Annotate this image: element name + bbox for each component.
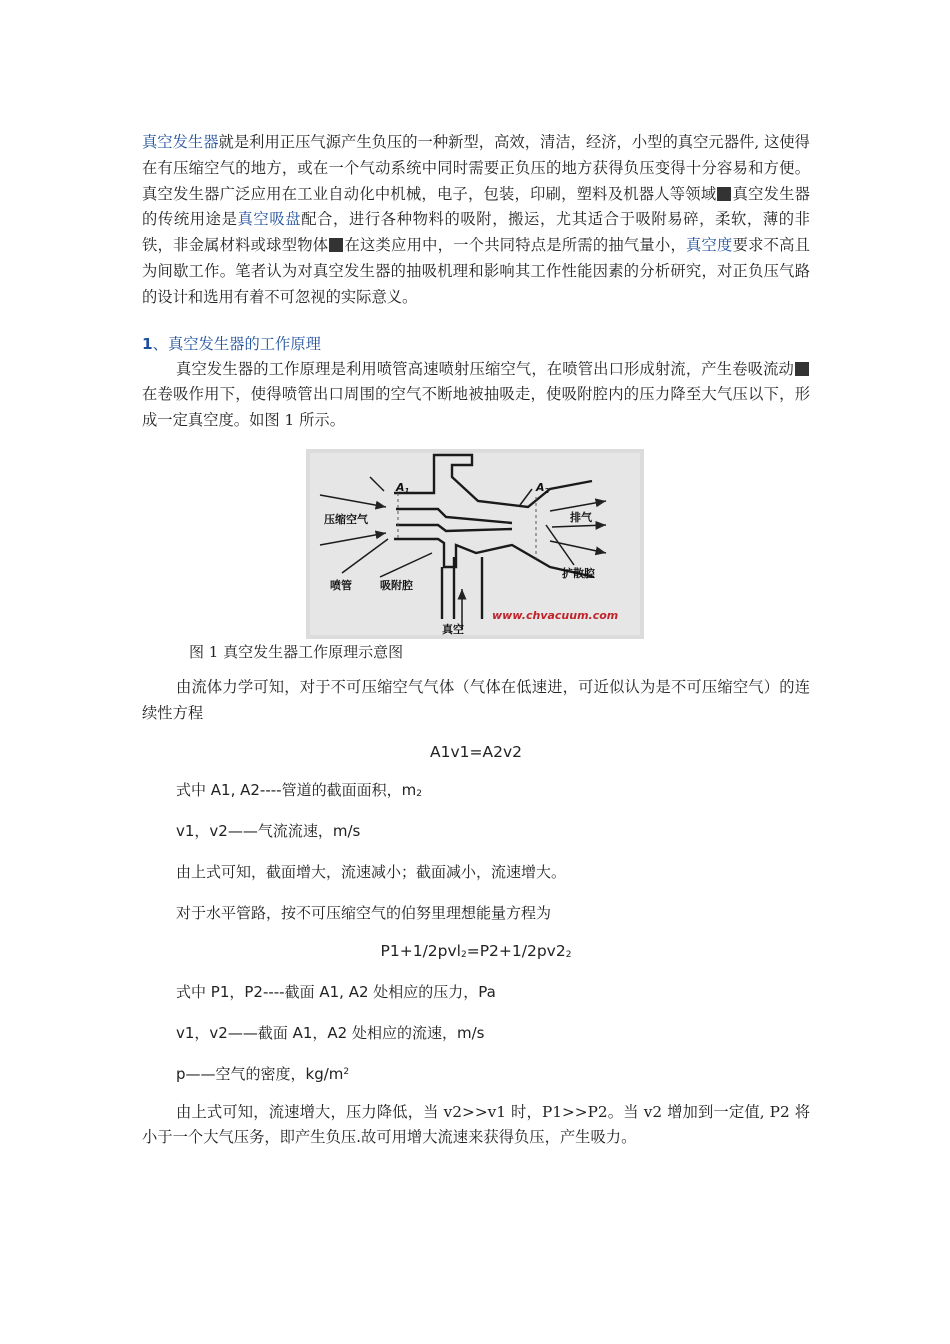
- label-diffuser: 扩散腔: [562, 566, 595, 580]
- label-vacuum: 真空: [442, 622, 464, 636]
- intro-text-4: 在这类应用中，一个共同特点是所需的抽气量小，: [344, 236, 686, 255]
- label-a2: A2: [536, 480, 550, 495]
- definition-area-text: 式中 A1, A2----管道的截面面积，m: [176, 780, 417, 799]
- continuity-equation: A1v1=A2v2: [430, 742, 522, 761]
- section-title: 、真空发生器的工作原理: [152, 334, 321, 353]
- definition-density-text: p——空气的密度，kg/m: [176, 1064, 344, 1083]
- figure-vacuum-generator-diagram: [306, 449, 644, 639]
- principle-text-1: 真空发生器的工作原理是利用喷管高速喷射压缩空气，在喷管出口形成射流，产生卷吸流动: [176, 359, 794, 378]
- definition-area-sub: 2: [416, 788, 422, 799]
- intro-text-5: 要求不高且为间歇工作。笔者认为对真空发生器的抽吸机理和影响其工作性能因素的分析研究，对正负压气路的设计和选用有着不可忽视的实际意义。: [142, 236, 810, 306]
- final-paragraph: 由上式可知，流速增大，压力降低，当 v2>>v1 时，P1>>P2。当 v2 增加到一定值, P2 将小于一个大气压务，即产生负压.故可用增大流速来获得负压，产生吸力。: [142, 1102, 810, 1147]
- figure-caption: 图 1 真空发生器工作原理示意图: [189, 642, 404, 661]
- bernoulli-right-sub: 2: [565, 949, 572, 960]
- bernoulli-intro: 对于水平管路，按不可压缩空气的伯努里理想能量方程为: [176, 903, 552, 922]
- label-a1: A1: [396, 480, 410, 495]
- bernoulli-equation: [142, 942, 810, 960]
- conclusion-line-1: 由上式可知，截面增大，流速减小；截面减小，流速增大。: [176, 862, 567, 881]
- document-body: [142, 130, 810, 1151]
- label-compressed-air: 压缩空气: [324, 512, 368, 526]
- missing-glyph-box: [717, 187, 731, 201]
- link-vacuum-degree[interactable]: 真空度: [686, 236, 733, 255]
- missing-glyph-box: [795, 362, 809, 376]
- bernoulli-left: P1+1/2pvl: [380, 941, 461, 960]
- definition-density: [142, 1063, 810, 1084]
- definition-density-sup: 2: [343, 1066, 350, 1077]
- definition-velocity: v1，v2——气流流速，m/s: [176, 821, 361, 840]
- missing-glyph-box: [329, 238, 343, 252]
- definition-area: [142, 779, 810, 800]
- intro-text-3: 配合，进行各种物料的吸附，搬运，尤其适合于吸附易碎，柔软，薄的非铁，非金属材料或球型物体: [142, 210, 810, 255]
- definition-pressure: 式中 P1，P2----截面 A1, A2 处相应的压力，Pa: [176, 982, 496, 1001]
- intro-paragraph: [142, 130, 810, 311]
- label-exhaust: 排气: [570, 510, 592, 524]
- principle-text-2: 在卷吸作用下，使得喷管出口周围的空气不断地被抽吸走，使吸附腔内的压力降至大气压以下，形成一定真空度。如图 1 所示。: [142, 385, 810, 430]
- diagram-svg: [306, 449, 644, 639]
- definition-velocity-2: v1，v2——截面 A1，A2 处相应的流速，m/s: [176, 1023, 485, 1042]
- intro-text-1: 就是利用正压气源产生负压的一种新型，高效，清洁，经济，小型的真空元器件, 这使得在有压缩空气的地方，或在一个气动系统中同时需要正负压的地方获得负压变得十分容易和方便。真空发生器广泛应用在工业自动化中机械，电子，包装，印刷，塑料及机器人等领域: [142, 133, 810, 203]
- section-number: 1: [142, 334, 153, 353]
- label-suction-chamber: 吸附腔: [380, 578, 413, 592]
- intro-text-2: 真空发生器的传统用途是: [142, 184, 810, 229]
- continuity-paragraph: 由流体力学可知，对于不可压缩空气气体（气体在低速进，可近似认为是不可压缩空气）的连续性方程: [142, 677, 810, 722]
- bernoulli-left-sub: 2: [460, 949, 467, 960]
- principle-paragraph: [142, 357, 810, 434]
- link-vacuum-generator[interactable]: 真空发生器: [142, 133, 219, 151]
- label-nozzle: 喷管: [330, 578, 352, 592]
- bernoulli-right: =P2+1/2pv2: [466, 941, 566, 960]
- link-vacuum-suction-cup[interactable]: 真空吸盘: [237, 210, 302, 229]
- section-heading: [142, 332, 810, 354]
- watermark-text: www.chvacuum.com: [492, 608, 619, 622]
